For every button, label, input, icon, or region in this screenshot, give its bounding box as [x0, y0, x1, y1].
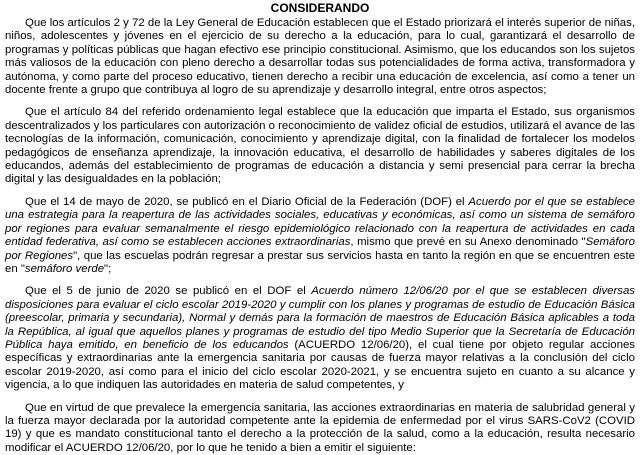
considerando-paragraph [5, 106, 635, 186]
considerando-paragraph [5, 17, 635, 97]
paragraph-text: Que el 5 de junio de 2020 se publicó en el DOF el [25, 285, 312, 298]
italic-citation: Acuerdo número 12/06/20 por el que se establecen diversas disposiciones para evaluar el ciclo escolar 2019-2020 y cumplir con los planes y programas de estudio de Educación Básica (preescolar, primaria y secundaria), Normal y demás para la formación de maestros de Educación Básica aplicables a toda la República, al igual que aquellos planes y programas de estudio del tipo Medio Superior que la Secretaría de Educación Pública haya emitido, en beneficio de los educandos [5, 285, 635, 351]
paragraph-text: (ACUERDO 12/06/20), el cual tiene por objeto regular acciones específicas y extraordinarias ante la emergencia sanitaria por causas de fuerza mayor relativas a la conclusión del ciclo escolar 2019-2020, así como para el inicio del ciclo escolar 2020-2021, y se encuentra sujeto en cuanto a su alcance y vigencia, a lo que indiquen las autoridades en materia de salud competentes, y [5, 338, 636, 392]
paragraph-text: "; [104, 262, 112, 275]
paragraph-text: , mismo que prevé en su Anexo denominado " [350, 236, 586, 249]
considerando-paragraph [5, 402, 635, 455]
italic-citation: Semáforo por Regiones [5, 236, 635, 262]
section-heading: CONSIDERANDO [270, 1, 370, 15]
paragraph-text: Que en virtud de que prevalece la emergencia sanitaria, las acciones extraordinarias en materia de salubridad general y la fuerza mayor declarada por la autoridad competente ante la epidemia de enfermedad por el virus SARS-CoV2 (COVID 19) y que es mandato constitucional tanto el derecho a la protección de la salud, como a la educación, resulta necesario modificar el ACUERDO 12/06/20, por lo que he tenido a bien a emitir el siguiente: [5, 401, 635, 454]
paragraph-text: ", que las escuelas podrán regresar a prestar sus servicios hasta en tanto la región en que se encuentren este en " [5, 249, 635, 275]
paragraph-text: Que el artículo 84 del referido ordenamiento legal establece que la educación que imparta el Estado, sus organismos descentralizados y los particulares con autorización o reconocimiento de validez oficial de estudios, utilizará el avance de las tecnologías de la información, comunicación, conocimiento y aprendizaje digital, con la finalidad de fortalecer los modelos pedagógicos de enseñanza aprendizaje, la innovación educativa, el desarrollo de habilidades y saberes digitales de los educandos, además del establecimiento de programas de educación a distancia y semi presencial para cerrar la brecha digital y las desigualdades en la población; [5, 106, 635, 186]
paragraph-text: Que el 14 de mayo de 2020, se publicó en el Diario Oficial de la Federación (DOF) el [25, 195, 469, 208]
italic-citation: semáforo verde [24, 262, 105, 275]
considerando-body [5, 17, 635, 455]
paragraph-text: Que los artículos 2 y 72 de la Ley General de Educación establecen que el Estado priorizará el interés superior de niñas, niños, adolescentes y jóvenes en el ejercicio de su derecho a la educación, para lo cual, garantizará el desarrollo de programas y políticas públicas que hagan efectivo ese principio constitucional. Asimismo, que los educandos son los sujetos más valiosos de la educación con pleno derecho a desarrollar todas sus potencialidades de forma activa, transformadora y autónoma, y como parte del proceso educativo, tienen derecho a recibir una educación de excelencia, así como a tener un docente frente a grupo que contribuya al logro de su aprendizaje y desarrollo integral, entre otros aspectos; [5, 17, 635, 97]
considerando-paragraph [5, 285, 635, 392]
considerando-paragraph [5, 196, 635, 276]
italic-citation: Acuerdo por el que se establece una estrategia para la reapertura de las actividades sociales, educativas y económicas, así como un sistema de semáforo por regiones para evaluar semanalmente el riesgo epidemiológico relacionado con la reapertura de actividades en cada entidad federativa, así como se establecen acciones extraordinarias [5, 195, 635, 249]
